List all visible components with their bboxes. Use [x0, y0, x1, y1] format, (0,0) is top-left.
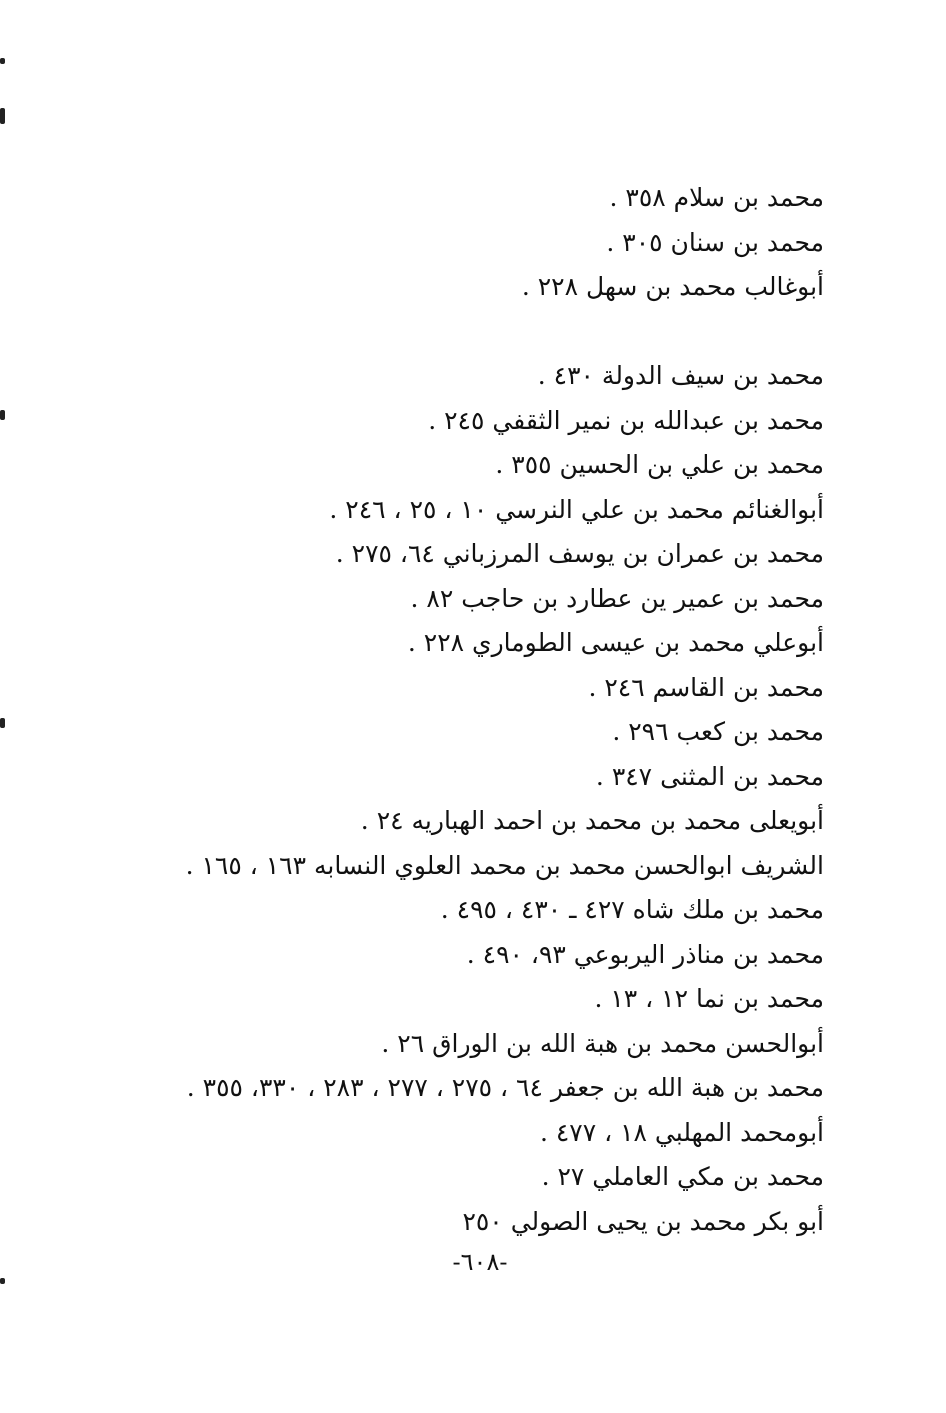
index-entry: محمد بن سنان ٣٠٥ .: [606, 227, 824, 257]
index-entries-group-1: [44, 176, 824, 310]
index-entry: الشريف ابوالحسن محمد بن محمد العلوي النسابه ١٦٣ ، ١٦٥ .: [185, 850, 824, 880]
scan-edge-mark: [0, 718, 5, 728]
index-entry: أبوغالب محمد بن سهل ٢٢٨ .: [521, 272, 824, 301]
scan-edge-mark: [0, 58, 5, 64]
index-entry: محمد بن مناذر اليربوعي ٩٣، ٤٩٠ .: [466, 939, 824, 969]
index-entry: أبوالحسن محمد بن هبة الله بن الوراق ٢٦ .: [381, 1028, 824, 1058]
index-entry: محمد بن عمران بن يوسف المرزباني ٦٤، ٢٧٥ .: [335, 539, 824, 568]
scan-edge-mark: [0, 1278, 5, 1284]
index-entry: أبويعلى محمد بن محمد بن احمد الهباريه ٢٤ .: [360, 806, 824, 835]
index-entry: محمد بن المثنى ٣٤٧ .: [595, 761, 824, 791]
scan-edge-mark: [0, 410, 5, 420]
index-entries-group-2: [44, 354, 824, 1244]
index-entry: أبوالغنائم محمد بن علي النرسي ١٠ ، ٢٥ ، ٢٤٦ .: [329, 494, 824, 524]
index-entry: محمد بن ملك شاه ٤٢٧ ـ ٤٣٠ ، ٤٩٥ .: [440, 895, 824, 924]
index-entry: محمد بن مكي العاملي ٢٧ .: [541, 1162, 824, 1191]
page-number: -٦٠٨-: [452, 1248, 508, 1276]
index-entry: محمد بن عمير ين عطارد بن حاجب ٨٢ .: [410, 583, 824, 613]
scan-edge-mark: [0, 108, 5, 124]
index-entry: أبو بكر محمد بن يحيى الصولي ٢٥٠: [462, 1206, 824, 1236]
index-entry: محمد بن نما ١٢ ، ١٣ .: [594, 984, 824, 1013]
index-entry: محمد بن كعب ٢٩٦ .: [612, 717, 824, 746]
index-entry: محمد بن سيف الدولة ٤٣٠ .: [537, 361, 824, 390]
index-entry: محمد بن هبة الله بن جعفر ٦٤ ، ٢٧٥ ، ٢٧٧ ، ٢٨٣ ، ٣٣٠، ٣٥٥ .: [186, 1073, 824, 1102]
index-entry: محمد بن عبدالله بن نمير الثقفي ٢٤٥ .: [428, 405, 824, 435]
index-entry: محمد بن سلام ٣٥٨ .: [609, 183, 824, 212]
index-entry: أبومحمد المهلبي ١٨ ، ٤٧٧ .: [539, 1117, 824, 1147]
index-entry: أبوعلي محمد بن عيسى الطوماري ٢٢٨ .: [407, 628, 824, 657]
index-entry: محمد بن القاسم ٢٤٦ .: [588, 672, 824, 702]
index-entry: محمد بن علي بن الحسين ٣٥٥ .: [495, 450, 824, 479]
